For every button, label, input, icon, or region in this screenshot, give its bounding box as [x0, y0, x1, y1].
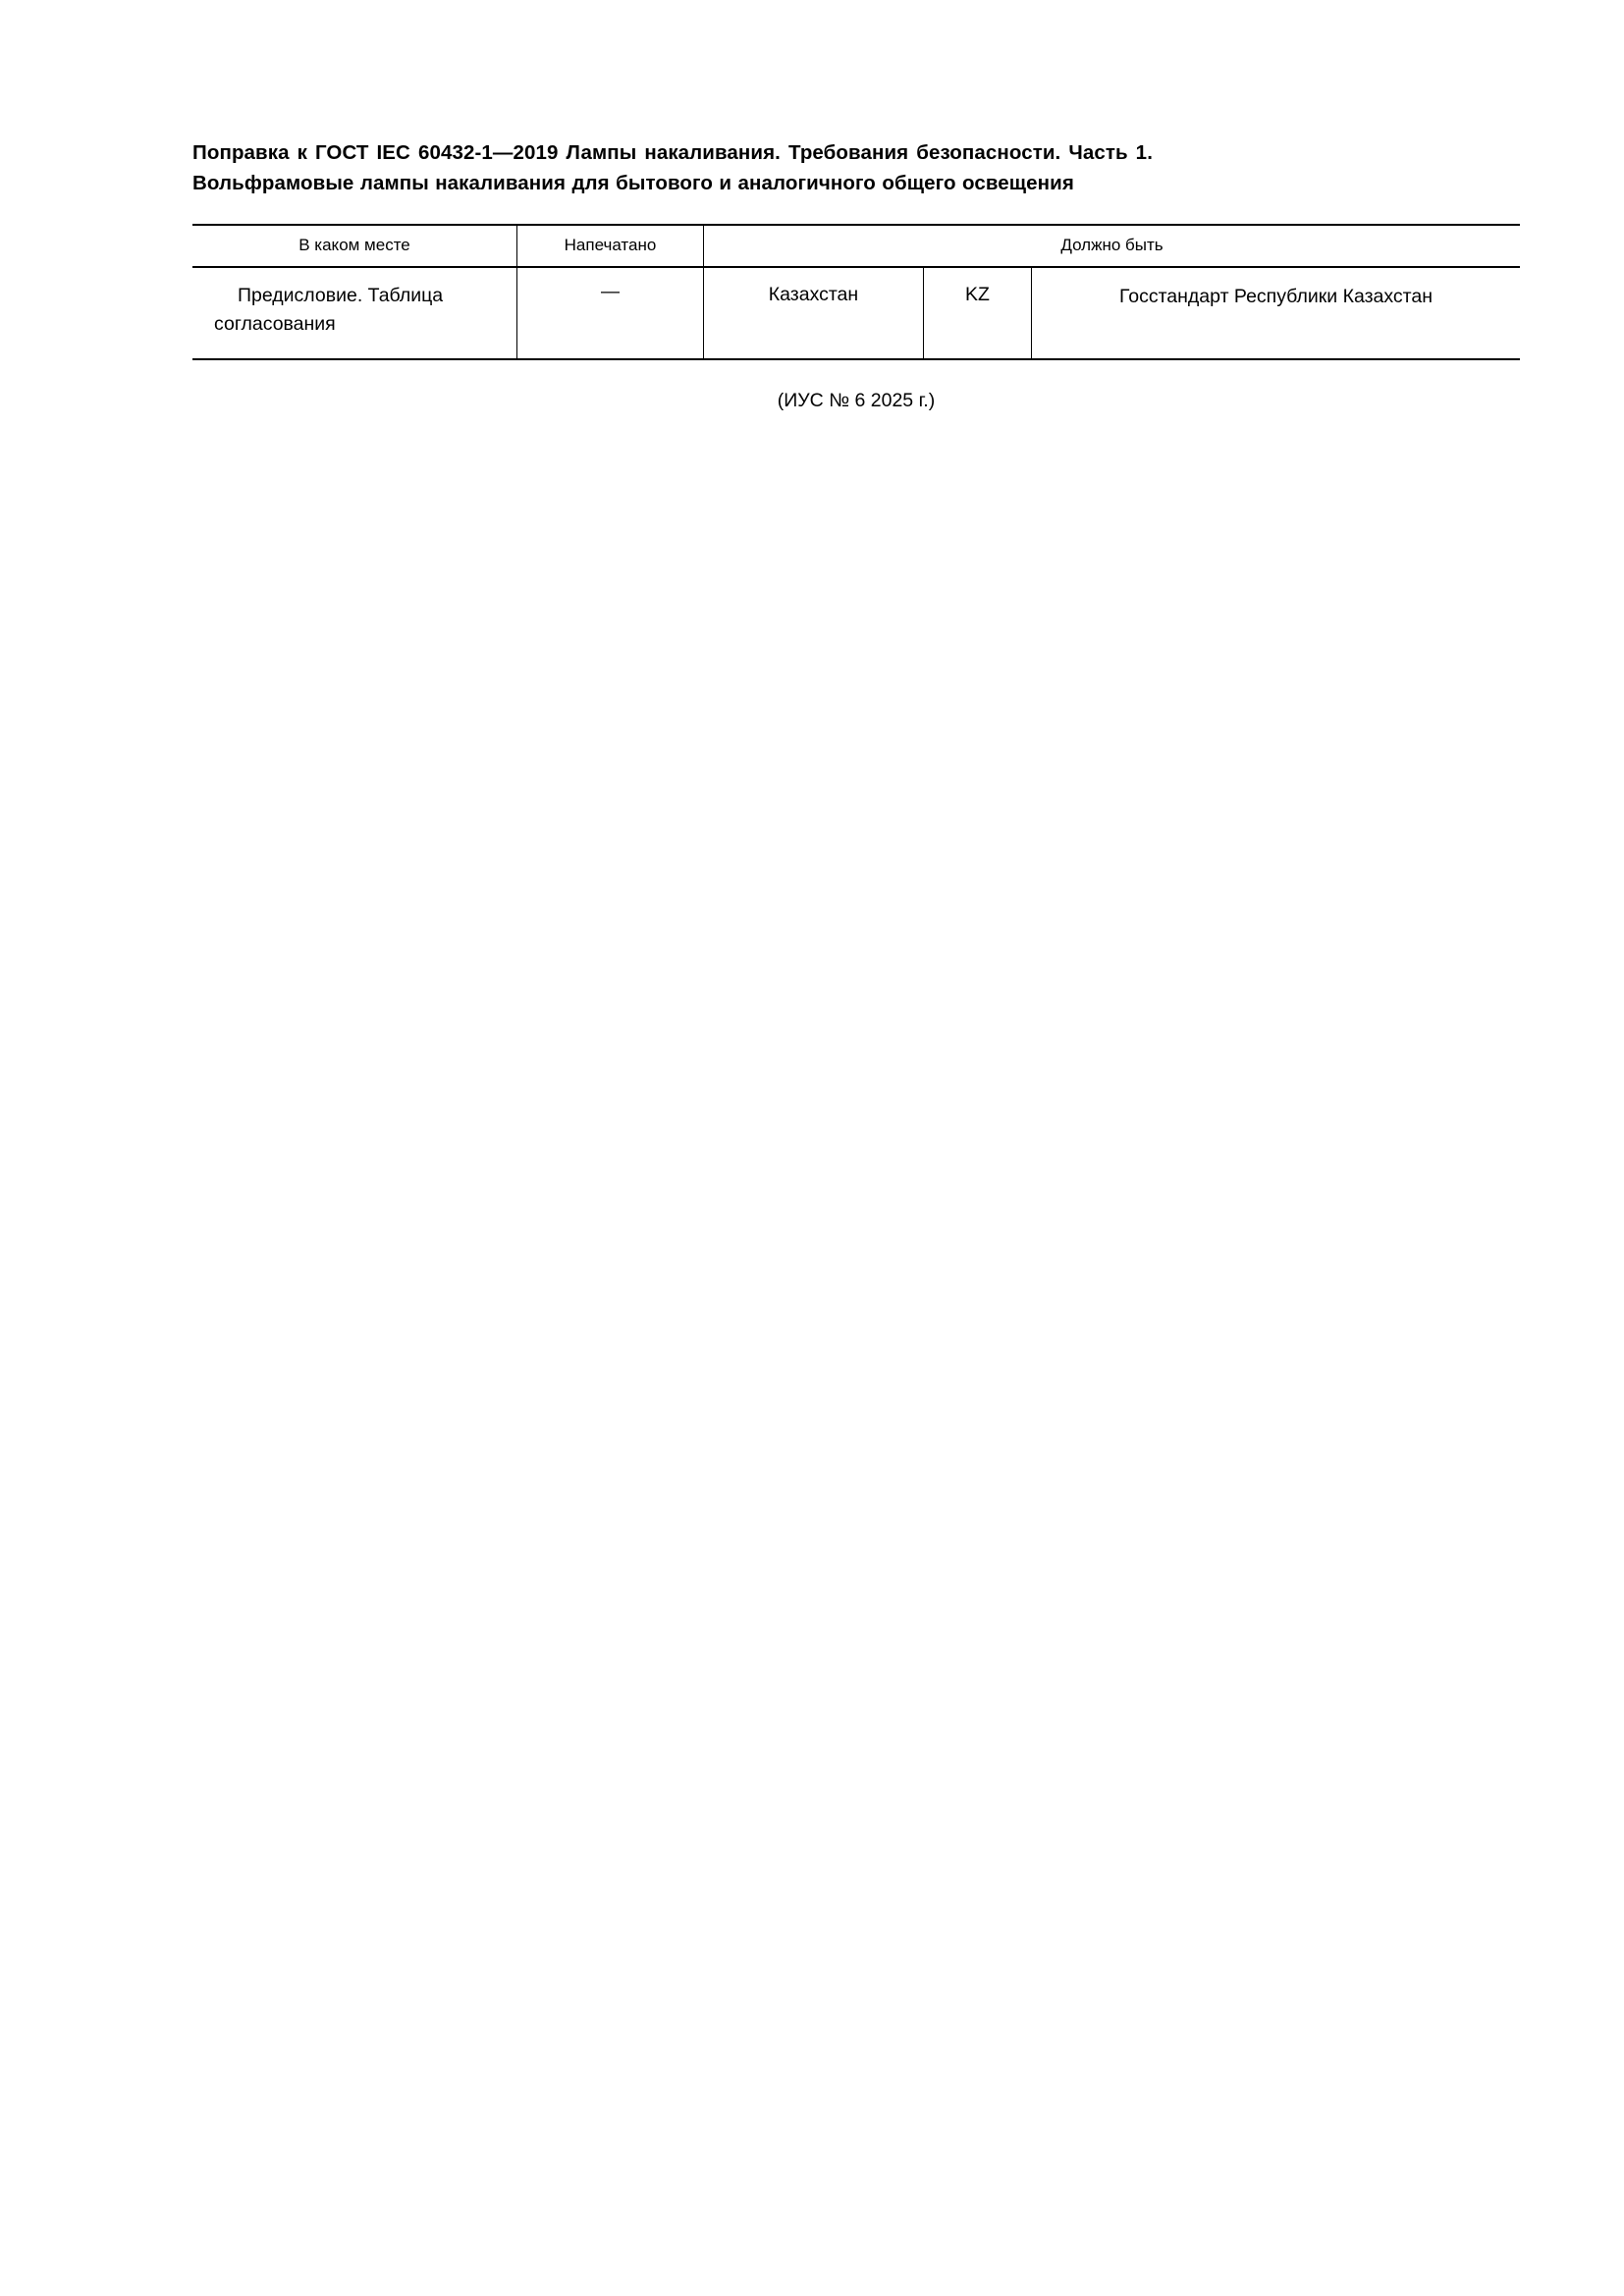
footnote: (ИУС № 6 2025 г.) — [777, 389, 936, 411]
correction-table — [192, 224, 1520, 359]
cell-where: Предисловие. Таблица согласования — [214, 284, 444, 335]
column-header-printed: Напечатано — [516, 226, 703, 266]
cell-should-be-country: Казахстан — [703, 268, 923, 358]
table-row — [192, 268, 1520, 358]
column-header-where: В каком месте — [298, 236, 410, 255]
cell-should-be-body: Госстандарт Республики Казахстан — [1031, 268, 1520, 358]
table-header-row — [192, 226, 1520, 266]
cell-printed: — — [516, 268, 703, 358]
column-header-should-be: Должно быть — [703, 226, 1520, 266]
document-content — [192, 137, 1520, 412]
page-title — [192, 137, 1520, 198]
page-title-line-1: Поправка к ГОСТ IEC 60432-1—2019 Лампы накаливания. Требования безопасности. Часть 1. — [192, 141, 1153, 164]
cell-should-be-code: KZ — [923, 268, 1031, 358]
page-title-line-2: Вольфрамовые лампы накаливания для бытового и аналогичного общего освещения — [192, 172, 1074, 195]
table-bottom-rule — [192, 358, 1520, 360]
